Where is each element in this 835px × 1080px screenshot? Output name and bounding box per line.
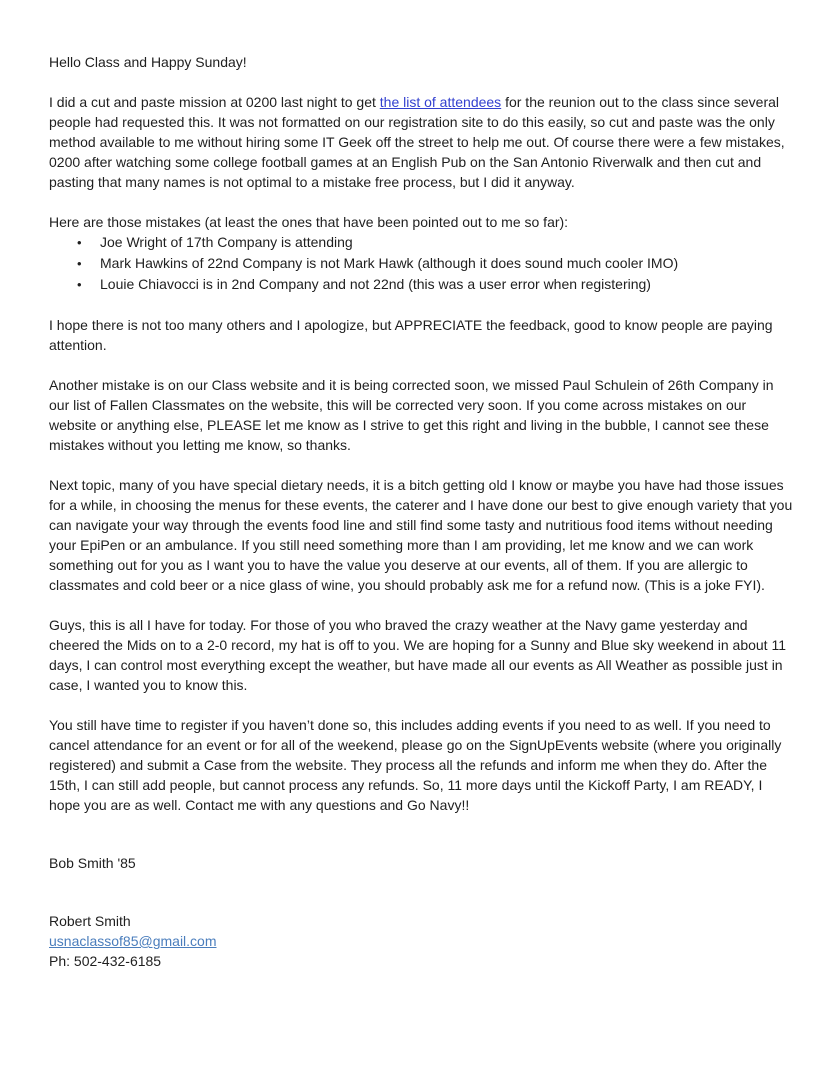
mistake-item-text: Joe Wright of 17th Company is attending (100, 234, 353, 250)
paragraph-dietary-needs: Next topic, many of you have special dietary needs, it is a bitch getting old I know or maybe you have had those issues for a while, in choosing the menus for these events, the caterer and I have done our best to give enough variety that you can navigate your way through the events food line and still find some tasty and nutritious food items without needing your EpiPen or an ambulance. If you still need something more than I am providing, let me know and we can work something out for you as I want you to have the value you deserve at our events, all of them. If you are allergic to classmates and cold beer or a nice glass of wine, you should probably ask me for a refund now. (This is a joke FYI). (49, 477, 793, 593)
signature-phone: Ph: 502-432-6185 (49, 953, 162, 969)
paragraph-text-after-link: for the reunion out to the class since several people had requested this. It was not formatted on our registration site to do this easily, so cut and paste was the only method available to me without hiring some IT Geek off the street to help me out. Of course there were a few mistakes, 0200 after watching some college football games at an English Pub on the San Antonio Riverwalk and then cut and pasting that many names is not optimal to a mistake free process, but I did it anyway. (49, 94, 785, 190)
paragraph-apology: I hope there is not too many others and I apologize, but APPRECIATE the feedback, good to know people are paying attention. (49, 317, 773, 353)
signature-name-line: Bob Smith '85 (49, 855, 136, 871)
list-item (49, 232, 794, 253)
paragraph-website-mistake: Another mistake is on our Class website and it is being corrected soon, we missed Paul Schulein of 26th Company in our list of Fallen Classmates on the website, this will be corrected very soon. If you come across mistakes on our website or anything else, PLEASE let me know as I strive to get this right and living in the bubble, I cannot see these mistakes without you letting me know, so thanks. (49, 377, 774, 453)
signature-full-name: Robert Smith (49, 913, 131, 929)
paragraph-navy-game: Guys, this is all I have for today. For those of you who braved the crazy weather at the Navy game yesterday and cheered the Mids on to a 2-0 record, my hat is off to you. We are hoping for a Sunny and Blue sky weekend in about 11 days, I can control most everything except the weather, but have made all our events as All Weather as possible just in case, I wanted you to know this. (49, 617, 786, 693)
paragraph-registration: You still have time to register if you haven’t done so, this includes adding events if you need to as well. If you need to cancel attendance for an event or for all of the weekend, please go on the SignUpEvents website (where you originally registered) and submit a Case from the website. They process all the refunds and inform me when they do. After the 15th, I can still add people, but cannot process any refunds. So, 11 more days until the Kickoff Party, I am READY, I hope you are as well. Contact me with any questions and Go Navy!! (49, 717, 782, 813)
attendees-list-link[interactable]: the list of attendees (379, 94, 502, 110)
paragraph-text-before-link: I did a cut and paste mission at 0200 last night to get (49, 94, 380, 110)
list-item (49, 253, 794, 274)
email-link[interactable]: usnaclassof85@gmail.com (49, 933, 217, 949)
greeting-line: Hello Class and Happy Sunday! (49, 54, 247, 70)
bullet-icon: • (77, 277, 82, 292)
mistake-item-text: Louie Chiavocci is in 2nd Company and not 22nd (this was a user error when registering) (100, 276, 651, 292)
letter-body (49, 52, 794, 971)
signature-email-line (49, 931, 794, 951)
mistake-item-text: Mark Hawkins of 22nd Company is not Mark Hawk (although it does sound much cooler IMO) (100, 255, 679, 271)
paragraph-cut-and-paste (49, 92, 794, 192)
mistakes-intro-line: Here are those mistakes (at least the ones that have been pointed out to me so far): (49, 214, 569, 230)
signature-block (49, 911, 794, 971)
bullet-icon: • (77, 235, 82, 250)
bullet-icon: • (77, 256, 82, 271)
mistakes-list (49, 232, 794, 295)
list-item (49, 274, 794, 295)
